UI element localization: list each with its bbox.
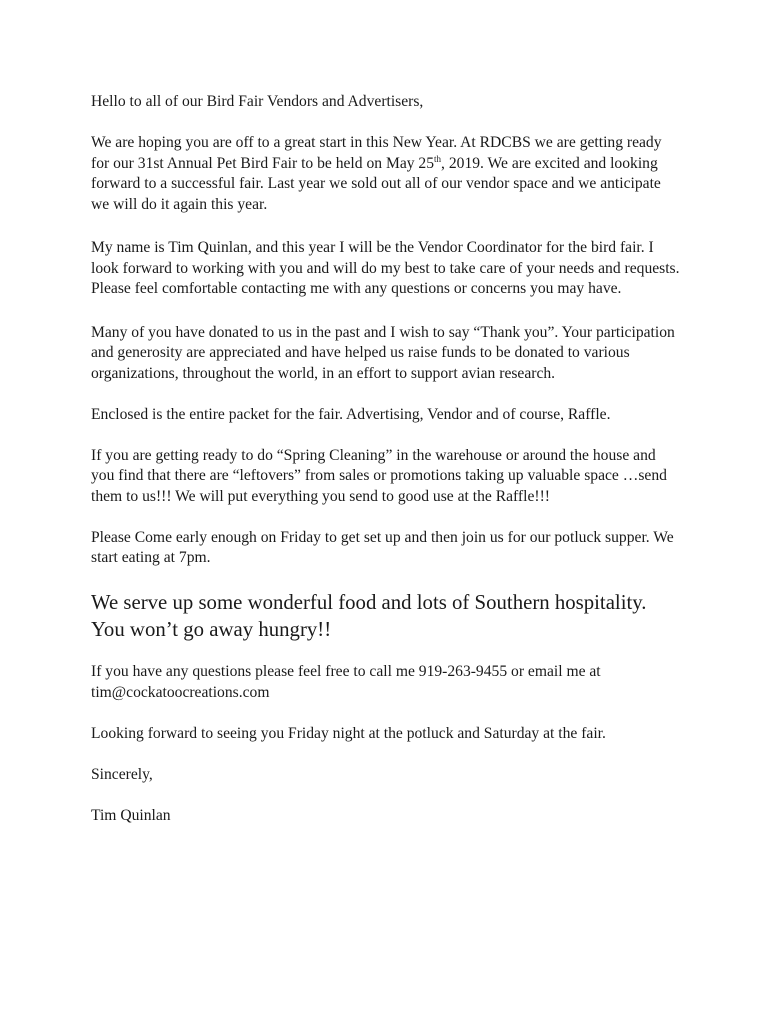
greeting: Hello to all of our Bird Fair Vendors and Advertisers, <box>91 93 424 110</box>
paragraph-thanks: Many of you have donated to us in the past and I wish to say “Thank you”. Your participation and generosity are appreciated and have helped us raise funds to be donated to various organizations, throughout the world, in an effort to support avian research. <box>91 323 675 382</box>
paragraph-coordinator: My name is Tim Quinlan, and this year I will be the Vendor Coordinator for the bird fair. I look forward to working with you and will do my best to take care of your needs and requests. Please feel comfortable contacting me with any questions or concerns you may have. <box>91 239 680 297</box>
date-superscript: th <box>434 153 442 164</box>
intro-text-end: , 2019. We are excited and looking forward to a successful fair. Last year we sold out all of our vendor space and we anticipate we will do it again this year. <box>91 154 661 213</box>
paragraph-hospitality: We serve up some wonderful food and lots of Southern hospitality. You won’t go away hungry!! <box>91 591 647 641</box>
signature: Tim Quinlan <box>91 806 171 824</box>
paragraph-spring-cleaning: If you are getting ready to do “Spring Cleaning” in the warehouse or around the house and you find that there are “leftovers” from sales or promotions taking up valuable space …send them to us!!! We will put everything you send to good use at the Raffle!!! <box>91 446 667 505</box>
letter-body <box>91 92 681 847</box>
closing: Sincerely, <box>91 765 153 783</box>
intro-text-start: We are hoping you are off to a great start in this New Year. At RDCBS we are getting ready for our 31st Annual Pet Bird Fair to be held on May 25 <box>91 134 662 172</box>
paragraph-intro <box>91 133 681 215</box>
paragraph-contact: If you have any questions please feel free to call me 919-263-9455 or email me at tim@cockatoocreations.com <box>91 663 601 701</box>
paragraph-packet: Enclosed is the entire packet for the fair. Advertising, Vendor and of course, Raffle. <box>91 405 611 423</box>
paragraph-looking-forward: Looking forward to seeing you Friday night at the potluck and Saturday at the fair. <box>91 724 606 742</box>
paragraph-potluck: Please Come early enough on Friday to get set up and then join us for our potluck supper. We start eating at 7pm. <box>91 528 674 566</box>
